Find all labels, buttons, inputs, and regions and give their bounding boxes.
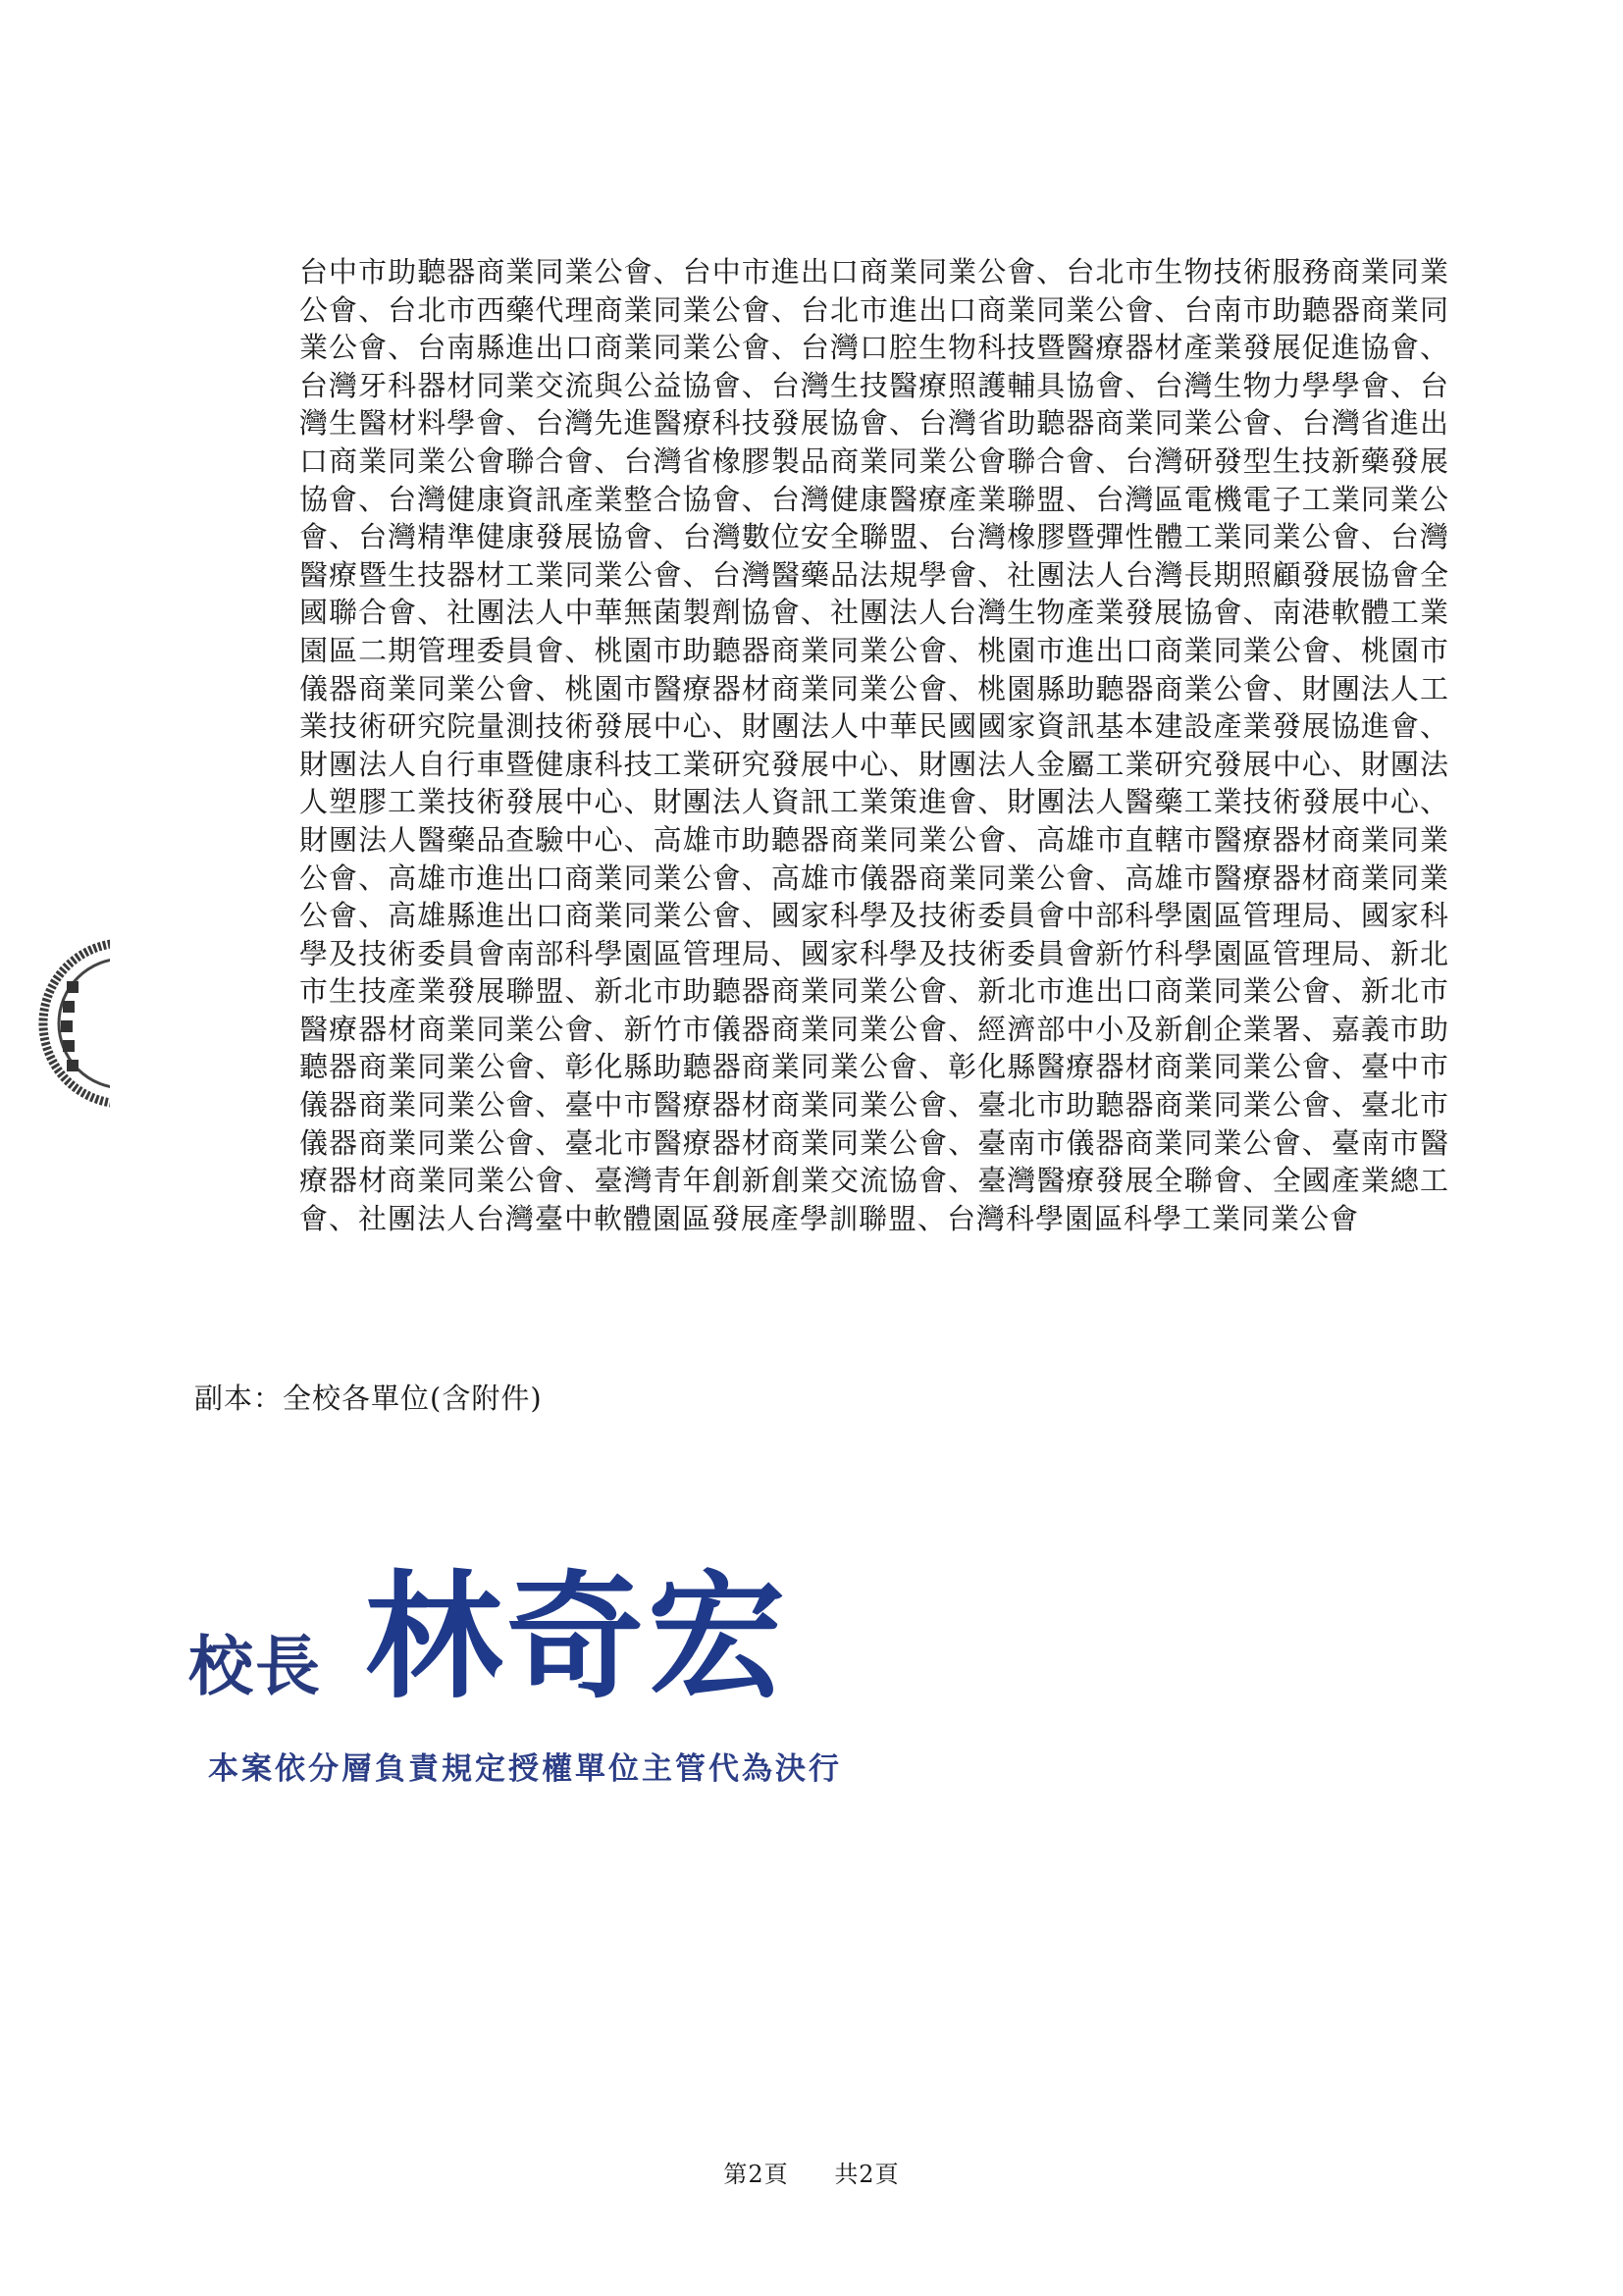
recipient-list: 台中市助聽器商業同業公會、台中市進出口商業同業公會、台北市生物技術服務商業同業公會、台北市西藥代理商業同業公會、台北市進出口商業同業公會、台南市助聽器商業同業公會、台南縣進出口商業同業公會、台灣口腔生物科技暨醫療器材產業發展促進協會、台灣牙科器材同業交流與公益協會、台灣生技醫療照護輔具協會、台灣生物力學學會、台灣生醫材料學會、台灣先進醫療科技發展協會、台灣省助聽器商業同業公會、台灣省進出口商業同業公會聯合會、台灣省橡膠製品商業同業公會聯合會、台灣研發型生技新藥發展協會、台灣健康資訊產業整合協會、台灣健康醫療產業聯盟、台灣區電機電子工業同業公會、台灣精準健康發展協會、台灣數位安全聯盟、台灣橡膠暨彈性體工業同業公會、台灣醫療暨生技器材工業同業公會、台灣醫藥品法規學會、社團法人台灣長期照顧發展協會全國聯合會、社團法人中華無菌製劑協會、社團法人台灣生物產業發展協會、南港軟體工業園區二期管理委員會、桃園市助聽器商業同業公會、桃園市進出口商業同業公會、桃園市儀器商業同業公會、桃園市醫療器材商業同業公會、桃園縣助聽器商業公會、財團法人工業技術研究院量測技術發展中心、財團法人中華民國國家資訊基本建設產業發展協進會、財團法人自行車暨健康科技工業研究發展中心、財團法人金屬工業研究發展中心、財團法人塑膠工業技術發展中心、財團法人資訊工業策進會、財團法人醫藥工業技術發展中心、財團法人醫藥品查驗中心、高雄市助聽器商業同業公會、高雄市直轄市醫療器材商業同業公會、高雄市進出口商業同業公會、高雄市儀器商業同業公會、高雄市醫療器材商業同業公會、高雄縣進出口商業同業公會、國家科學及技術委員會中部科學園區管理局、國家科學及技術委員會南部科學園區管理局、國家科學及技術委員會新竹科學園區管理局、新北市生技產業發展聯盟、新北市助聽器商業同業公會、新北市進出口商業同業公會、新北市醫療器材商業同業公會、新竹市儀器商業同業公會、經濟部中小及新創企業署、嘉義市助聽器商業同業公會、彰化縣助聽器商業同業公會、彰化縣醫療器材商業同業公會、臺中市儀器商業同業公會、臺中市醫療器材商業同業公會、臺北市助聽器商業同業公會、臺北市儀器商業同業公會、臺北市醫療器材商業同業公會、臺南市儀器商業同業公會、臺南市醫療器材商業同業公會、臺灣青年創新創業交流協會、臺灣醫療發展全聯會、全國產業總工會、社團法人台灣臺中軟體園區發展產學訓聯盟、台灣科學園區科學工業同業公會	[299, 255, 1449, 1235]
page-number: 第2頁	[723, 2161, 789, 2188]
signature-title: 校長	[188, 1628, 322, 1704]
cc-line: 副本：全校各單位(含附件)	[194, 1382, 543, 1415]
signature-block	[188, 1526, 973, 1787]
delegation-note: 本案依分層負責規定授權單位主管代為決行	[208, 1751, 842, 1787]
page-footer	[0, 2155, 1623, 2189]
signature-name: 林奇宏	[365, 1558, 790, 1718]
page-total: 共2頁	[834, 2161, 900, 2188]
official-seal-icon	[37, 938, 110, 1109]
